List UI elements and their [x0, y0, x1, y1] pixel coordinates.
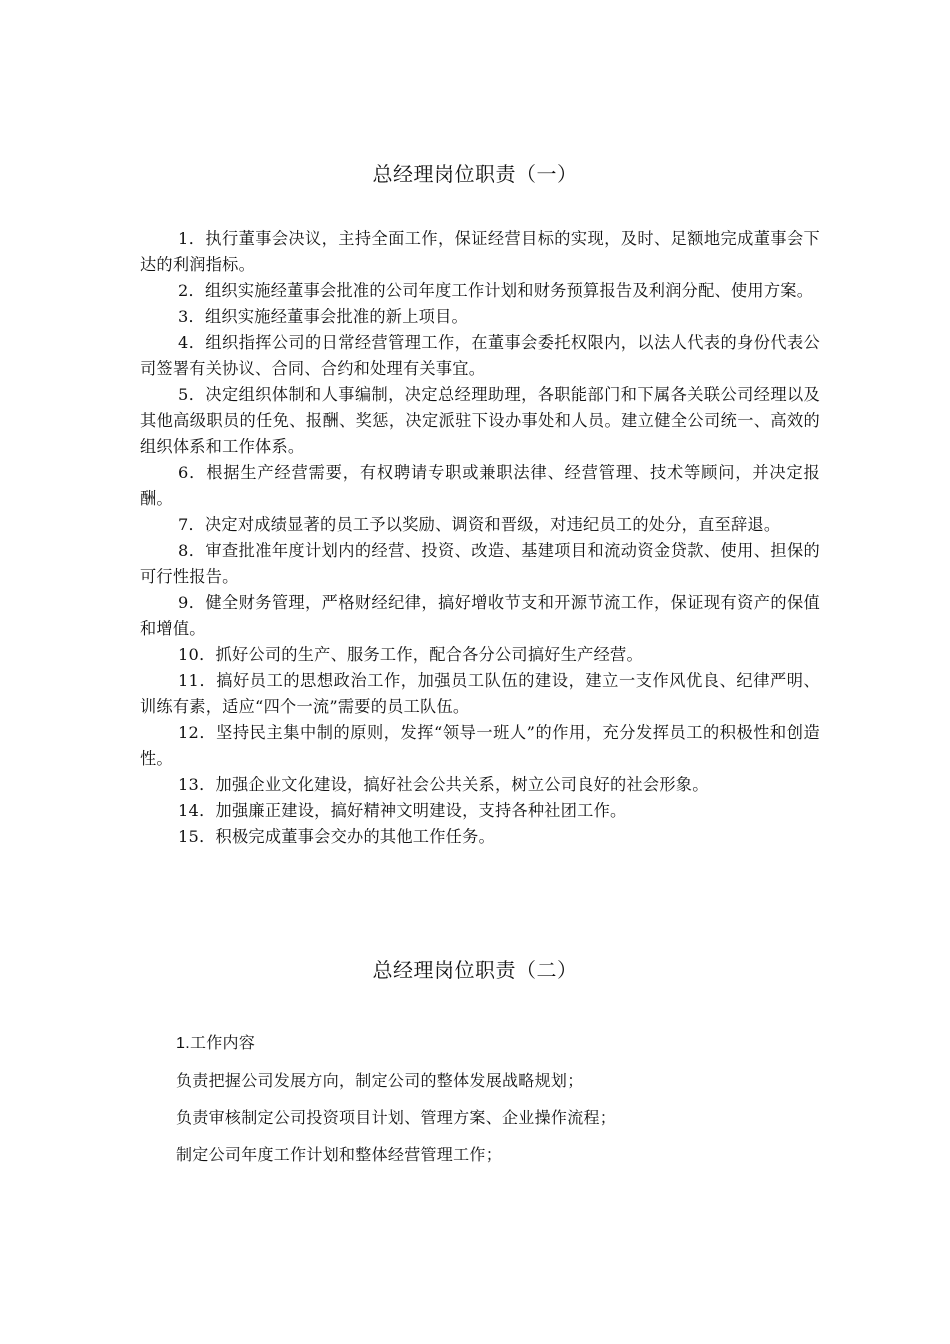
duty-item: 7．决定对成绩显著的员工予以奖励、调资和晋级，对违纪员工的处分，直至辞退。	[178, 515, 781, 534]
work-content-line: 负责审核制定公司投资项目计划、管理方案、企业操作流程；	[176, 1108, 617, 1127]
duty-item: 9．健全财务管理，严格财经纪律，搞好增收节支和开源节流工作，保证现有资产的保值和增值。	[140, 593, 820, 638]
section-1-title: 总经理岗位职责（一）	[372, 162, 578, 186]
duty-item: 6．根据生产经营需要，有权聘请专职或兼职法律、经营管理、技术等顾问，并决定报酬。	[140, 463, 820, 508]
section-2-heading: 1.工作内容	[176, 1035, 256, 1052]
duty-item: 5．决定组织体制和人事编制，决定总经理助理，各职能部门和下属各关联公司经理以及其他高级职员的任免、报酬、奖惩，决定派驻下设办事处和人员。建立健全公司统一、高效的组织体系和工作体系。	[140, 385, 820, 456]
duty-item: 11．搞好员工的思想政治工作，加强员工队伍的建设，建立一支作风优良、纪律严明、训练有素，适应“四个一流”需要的员工队伍。	[140, 671, 820, 716]
duty-item: 3．组织实施经董事会批准的新上项目。	[178, 307, 468, 326]
duty-item: 12．坚持民主集中制的原则，发挥“领导一班人”的作用，充分发挥员工的积极性和创造性。	[140, 723, 820, 768]
section-1-body	[140, 226, 820, 850]
duty-item: 8．审查批准年度计划内的经营、投资、改造、基建项目和流动资金贷款、使用、担保的可行性报告。	[140, 541, 820, 586]
duty-item: 15．积极完成董事会交办的其他工作任务。	[178, 827, 495, 846]
work-content-line: 负责把握公司发展方向，制定公司的整体发展战略规划；	[176, 1071, 584, 1090]
duty-item: 1．执行董事会决议，主持全面工作，保证经营目标的实现，及时、足额地完成董事会下达的利润指标。	[140, 229, 820, 274]
duty-item: 13．加强企业文化建设，搞好社会公共关系，树立公司良好的社会形象。	[178, 775, 709, 794]
duty-item: 4．组织指挥公司的日常经营管理工作，在董事会委托权限内，以法人代表的身份代表公司签署有关协议、合同、合约和处理有关事宜。	[140, 333, 820, 378]
duty-item: 2．组织实施经董事会批准的公司年度工作计划和财务预算报告及利润分配、使用方案。	[178, 281, 814, 300]
section-2-title: 总经理岗位职责（二）	[372, 958, 578, 982]
duty-item: 10．抓好公司的生产、服务工作，配合各分公司搞好生产经营。	[178, 645, 643, 664]
work-content-line: 制定公司年度工作计划和整体经营管理工作；	[176, 1145, 503, 1164]
section-2-body	[176, 1032, 816, 1180]
duty-item: 14．加强廉正建设，搞好精神文明建设，支持各种社团工作。	[178, 801, 627, 820]
